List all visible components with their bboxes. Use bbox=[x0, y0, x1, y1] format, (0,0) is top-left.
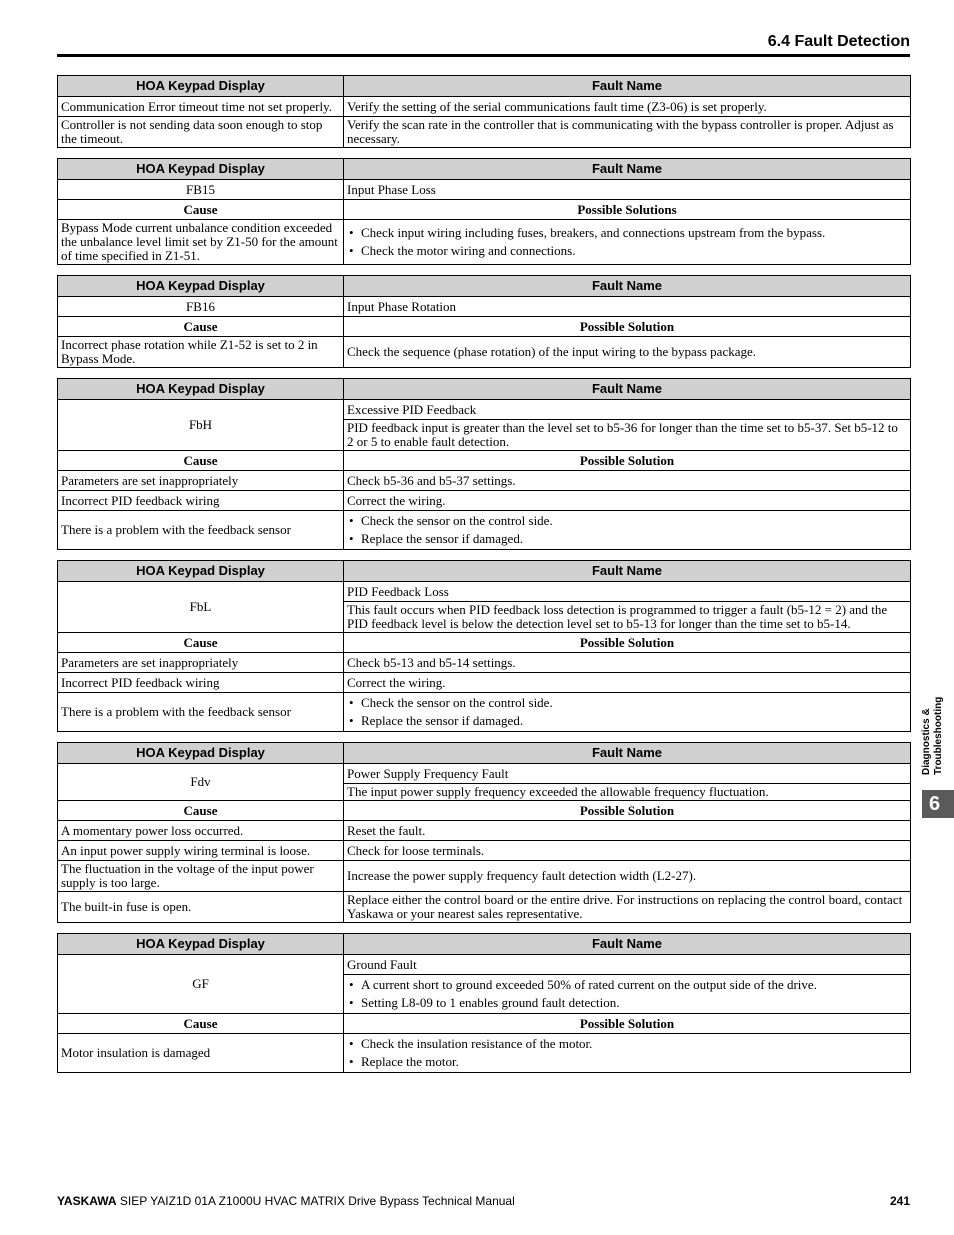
fault-table bbox=[57, 742, 911, 923]
solution-cell: Verify the setting of the serial communications fault time (Z3-06) is set properly. bbox=[344, 97, 911, 117]
cause-cell: Incorrect PID feedback wiring bbox=[58, 491, 344, 511]
fault-code: GF bbox=[58, 955, 344, 1014]
subheader-row bbox=[58, 1014, 911, 1034]
fault-description: The input power supply frequency exceeded the allowable frequency fluctuation. bbox=[344, 784, 911, 801]
solution-cell: Reset the fault. bbox=[344, 821, 911, 841]
page-number: 241 bbox=[889, 1194, 910, 1208]
bullet-item: • Replace the sensor if damaged. bbox=[361, 530, 907, 548]
side-tab-label: Diagnostics & Troubleshooting bbox=[921, 696, 944, 775]
fault-description: PID feedback input is greater than the level set to b5-36 for longer than the time set to b5-37. Set b5-12 to 2 or 5 to enable fault detection. bbox=[344, 420, 911, 451]
cause-cell: The built-in fuse is open. bbox=[58, 892, 344, 923]
subheader-row bbox=[58, 801, 911, 821]
col-header-fault-name: Fault Name bbox=[344, 561, 911, 582]
fault-table bbox=[57, 378, 911, 550]
subheader-row bbox=[58, 200, 911, 220]
footer-brand: YASKAWA bbox=[57, 1194, 117, 1208]
footer-manual-title: SIEP YAIZ1D 01A Z1000U HVAC MATRIX Drive Bypass Technical Manual bbox=[119, 1194, 515, 1208]
bullet-item: • Replace the sensor if damaged. bbox=[361, 712, 907, 730]
bullet-item: • Replace the motor. bbox=[361, 1053, 907, 1071]
fault-name: PID Feedback Loss bbox=[344, 582, 911, 602]
bullet-item: • Check the insulation resistance of the motor. bbox=[361, 1035, 907, 1053]
fault-table bbox=[57, 560, 911, 732]
subheader-row bbox=[58, 633, 911, 653]
solution-header: Possible Solution bbox=[344, 1014, 911, 1034]
table-row bbox=[58, 861, 911, 892]
solution-cell bbox=[344, 220, 911, 265]
solution-header: Possible Solution bbox=[344, 451, 911, 471]
table-row bbox=[58, 673, 911, 693]
cause-cell: Controller is not sending data soon enough to stop the timeout. bbox=[58, 117, 344, 148]
solution-cell: Correct the wiring. bbox=[344, 673, 911, 693]
col-header-display: HOA Keypad Display bbox=[58, 76, 344, 97]
bullet-item: • A current short to ground exceeded 50% of rated current on the output side of the drive. bbox=[361, 976, 907, 994]
section-title: 6.4 Fault Detection bbox=[767, 33, 910, 50]
solution-header: Possible Solution bbox=[344, 801, 911, 821]
chapter-tab: 6 bbox=[922, 790, 954, 818]
cause-header: Cause bbox=[58, 633, 344, 653]
fault-code: FB16 bbox=[58, 297, 344, 317]
solution-cell: Correct the wiring. bbox=[344, 491, 911, 511]
fault-table bbox=[57, 158, 911, 265]
fault-name-row bbox=[58, 400, 911, 420]
cause-header: Cause bbox=[58, 1014, 344, 1034]
bullet-list bbox=[347, 1035, 907, 1071]
table-row bbox=[58, 117, 911, 148]
fault-description bbox=[344, 975, 911, 1014]
cause-cell: An input power supply wiring terminal is loose. bbox=[58, 841, 344, 861]
table-row bbox=[58, 220, 911, 265]
cause-cell: There is a problem with the feedback sensor bbox=[58, 693, 344, 732]
col-header-fault-name: Fault Name bbox=[344, 76, 911, 97]
col-header-display: HOA Keypad Display bbox=[58, 379, 344, 400]
fault-table bbox=[57, 275, 911, 368]
fault-code: Fdv bbox=[58, 764, 344, 801]
cause-cell: Motor insulation is damaged bbox=[58, 1034, 344, 1073]
header-row bbox=[58, 159, 911, 180]
table-row bbox=[58, 97, 911, 117]
solution-header: Possible Solution bbox=[344, 633, 911, 653]
header-row bbox=[58, 743, 911, 764]
bullet-item: • Check the motor wiring and connections. bbox=[361, 242, 907, 260]
header-row bbox=[58, 379, 911, 400]
bullet-list bbox=[347, 512, 907, 548]
cause-cell: Incorrect PID feedback wiring bbox=[58, 673, 344, 693]
solution-cell: Check the sequence (phase rotation) of the input wiring to the bypass package. bbox=[344, 337, 911, 368]
col-header-display: HOA Keypad Display bbox=[58, 934, 344, 955]
col-header-fault-name: Fault Name bbox=[344, 743, 911, 764]
table-row bbox=[58, 693, 911, 732]
solution-header: Possible Solution bbox=[344, 317, 911, 337]
col-header-fault-name: Fault Name bbox=[344, 934, 911, 955]
fault-name: Excessive PID Feedback bbox=[344, 400, 911, 420]
fault-name: Power Supply Frequency Fault bbox=[344, 764, 911, 784]
solution-cell: Check b5-13 and b5-14 settings. bbox=[344, 653, 911, 673]
header-row bbox=[58, 76, 911, 97]
subheader-row bbox=[58, 317, 911, 337]
cause-header: Cause bbox=[58, 200, 344, 220]
solution-cell: Check for loose terminals. bbox=[344, 841, 911, 861]
bullet-list bbox=[347, 224, 907, 260]
col-header-display: HOA Keypad Display bbox=[58, 276, 344, 297]
solution-cell: Replace either the control board or the entire drive. For instructions on replacing the control board, contact Yaskawa or your nearest sales representative. bbox=[344, 892, 911, 923]
table-row bbox=[58, 892, 911, 923]
cause-cell: There is a problem with the feedback sensor bbox=[58, 511, 344, 550]
bullet-list bbox=[347, 694, 907, 730]
cause-header: Cause bbox=[58, 317, 344, 337]
header-row bbox=[58, 561, 911, 582]
table-row bbox=[58, 511, 911, 550]
fault-name: Input Phase Loss bbox=[344, 180, 911, 200]
cause-cell: Parameters are set inappropriately bbox=[58, 471, 344, 491]
header-row bbox=[58, 934, 911, 955]
solution-cell bbox=[344, 1034, 911, 1073]
fault-code: FbH bbox=[58, 400, 344, 451]
table-row bbox=[58, 821, 911, 841]
table-row bbox=[58, 1034, 911, 1073]
fault-description: This fault occurs when PID feedback loss detection is programmed to trigger a fault (b5-12 = 2) and the PID feedback level is below the detection level set to b5-13 for longer than the time set to b5-14. bbox=[344, 602, 911, 633]
cause-cell: The fluctuation in the voltage of the input power supply is too large. bbox=[58, 861, 344, 892]
cause-header: Cause bbox=[58, 451, 344, 471]
subheader-row bbox=[58, 451, 911, 471]
cause-cell: Incorrect phase rotation while Z1-52 is set to 2 in Bypass Mode. bbox=[58, 337, 344, 368]
header-rule bbox=[57, 54, 910, 57]
bullet-item: • Check the sensor on the control side. bbox=[361, 512, 907, 530]
fault-name: Input Phase Rotation bbox=[344, 297, 911, 317]
cause-cell: Parameters are set inappropriately bbox=[58, 653, 344, 673]
footer-manual bbox=[57, 1194, 515, 1208]
fault-name: Ground Fault bbox=[344, 955, 911, 975]
col-header-display: HOA Keypad Display bbox=[58, 743, 344, 764]
fault-name-row bbox=[58, 955, 911, 975]
fault-table bbox=[57, 75, 911, 148]
header-row bbox=[58, 276, 911, 297]
col-header-fault-name: Fault Name bbox=[344, 379, 911, 400]
fault-code: FB15 bbox=[58, 180, 344, 200]
cause-cell: Communication Error timeout time not set properly. bbox=[58, 97, 344, 117]
fault-name-row bbox=[58, 582, 911, 602]
col-header-fault-name: Fault Name bbox=[344, 159, 911, 180]
solution-cell: Increase the power supply frequency fault detection width (L2-27). bbox=[344, 861, 911, 892]
fault-table bbox=[57, 933, 911, 1073]
fault-name-row bbox=[58, 180, 911, 200]
table-row bbox=[58, 337, 911, 368]
table-row bbox=[58, 841, 911, 861]
fault-tables bbox=[57, 75, 910, 1083]
bullet-item: • Check input wiring including fuses, breakers, and connections upstream from the bypass. bbox=[361, 224, 907, 242]
fault-code: FbL bbox=[58, 582, 344, 633]
solution-cell: Check b5-36 and b5-37 settings. bbox=[344, 471, 911, 491]
solution-header: Possible Solutions bbox=[344, 200, 911, 220]
cause-header: Cause bbox=[58, 801, 344, 821]
table-row bbox=[58, 471, 911, 491]
solution-cell bbox=[344, 511, 911, 550]
bullet-item: • Check the sensor on the control side. bbox=[361, 694, 907, 712]
col-header-display: HOA Keypad Display bbox=[58, 561, 344, 582]
cause-cell: Bypass Mode current unbalance condition exceeded the unbalance level limit set by Z1-50 for the amount of time specified in Z1-51. bbox=[58, 220, 344, 265]
cause-cell: A momentary power loss occurred. bbox=[58, 821, 344, 841]
bullet-item: • Setting L8-09 to 1 enables ground fault detection. bbox=[361, 994, 907, 1012]
fault-name-row bbox=[58, 297, 911, 317]
col-header-display: HOA Keypad Display bbox=[58, 159, 344, 180]
bullet-list bbox=[347, 976, 907, 1012]
col-header-fault-name: Fault Name bbox=[344, 276, 911, 297]
fault-name-row bbox=[58, 764, 911, 784]
solution-cell: Verify the scan rate in the controller that is communicating with the bypass controller is proper. Adjust as necessary. bbox=[344, 117, 911, 148]
solution-cell bbox=[344, 693, 911, 732]
table-row bbox=[58, 653, 911, 673]
table-row bbox=[58, 491, 911, 511]
